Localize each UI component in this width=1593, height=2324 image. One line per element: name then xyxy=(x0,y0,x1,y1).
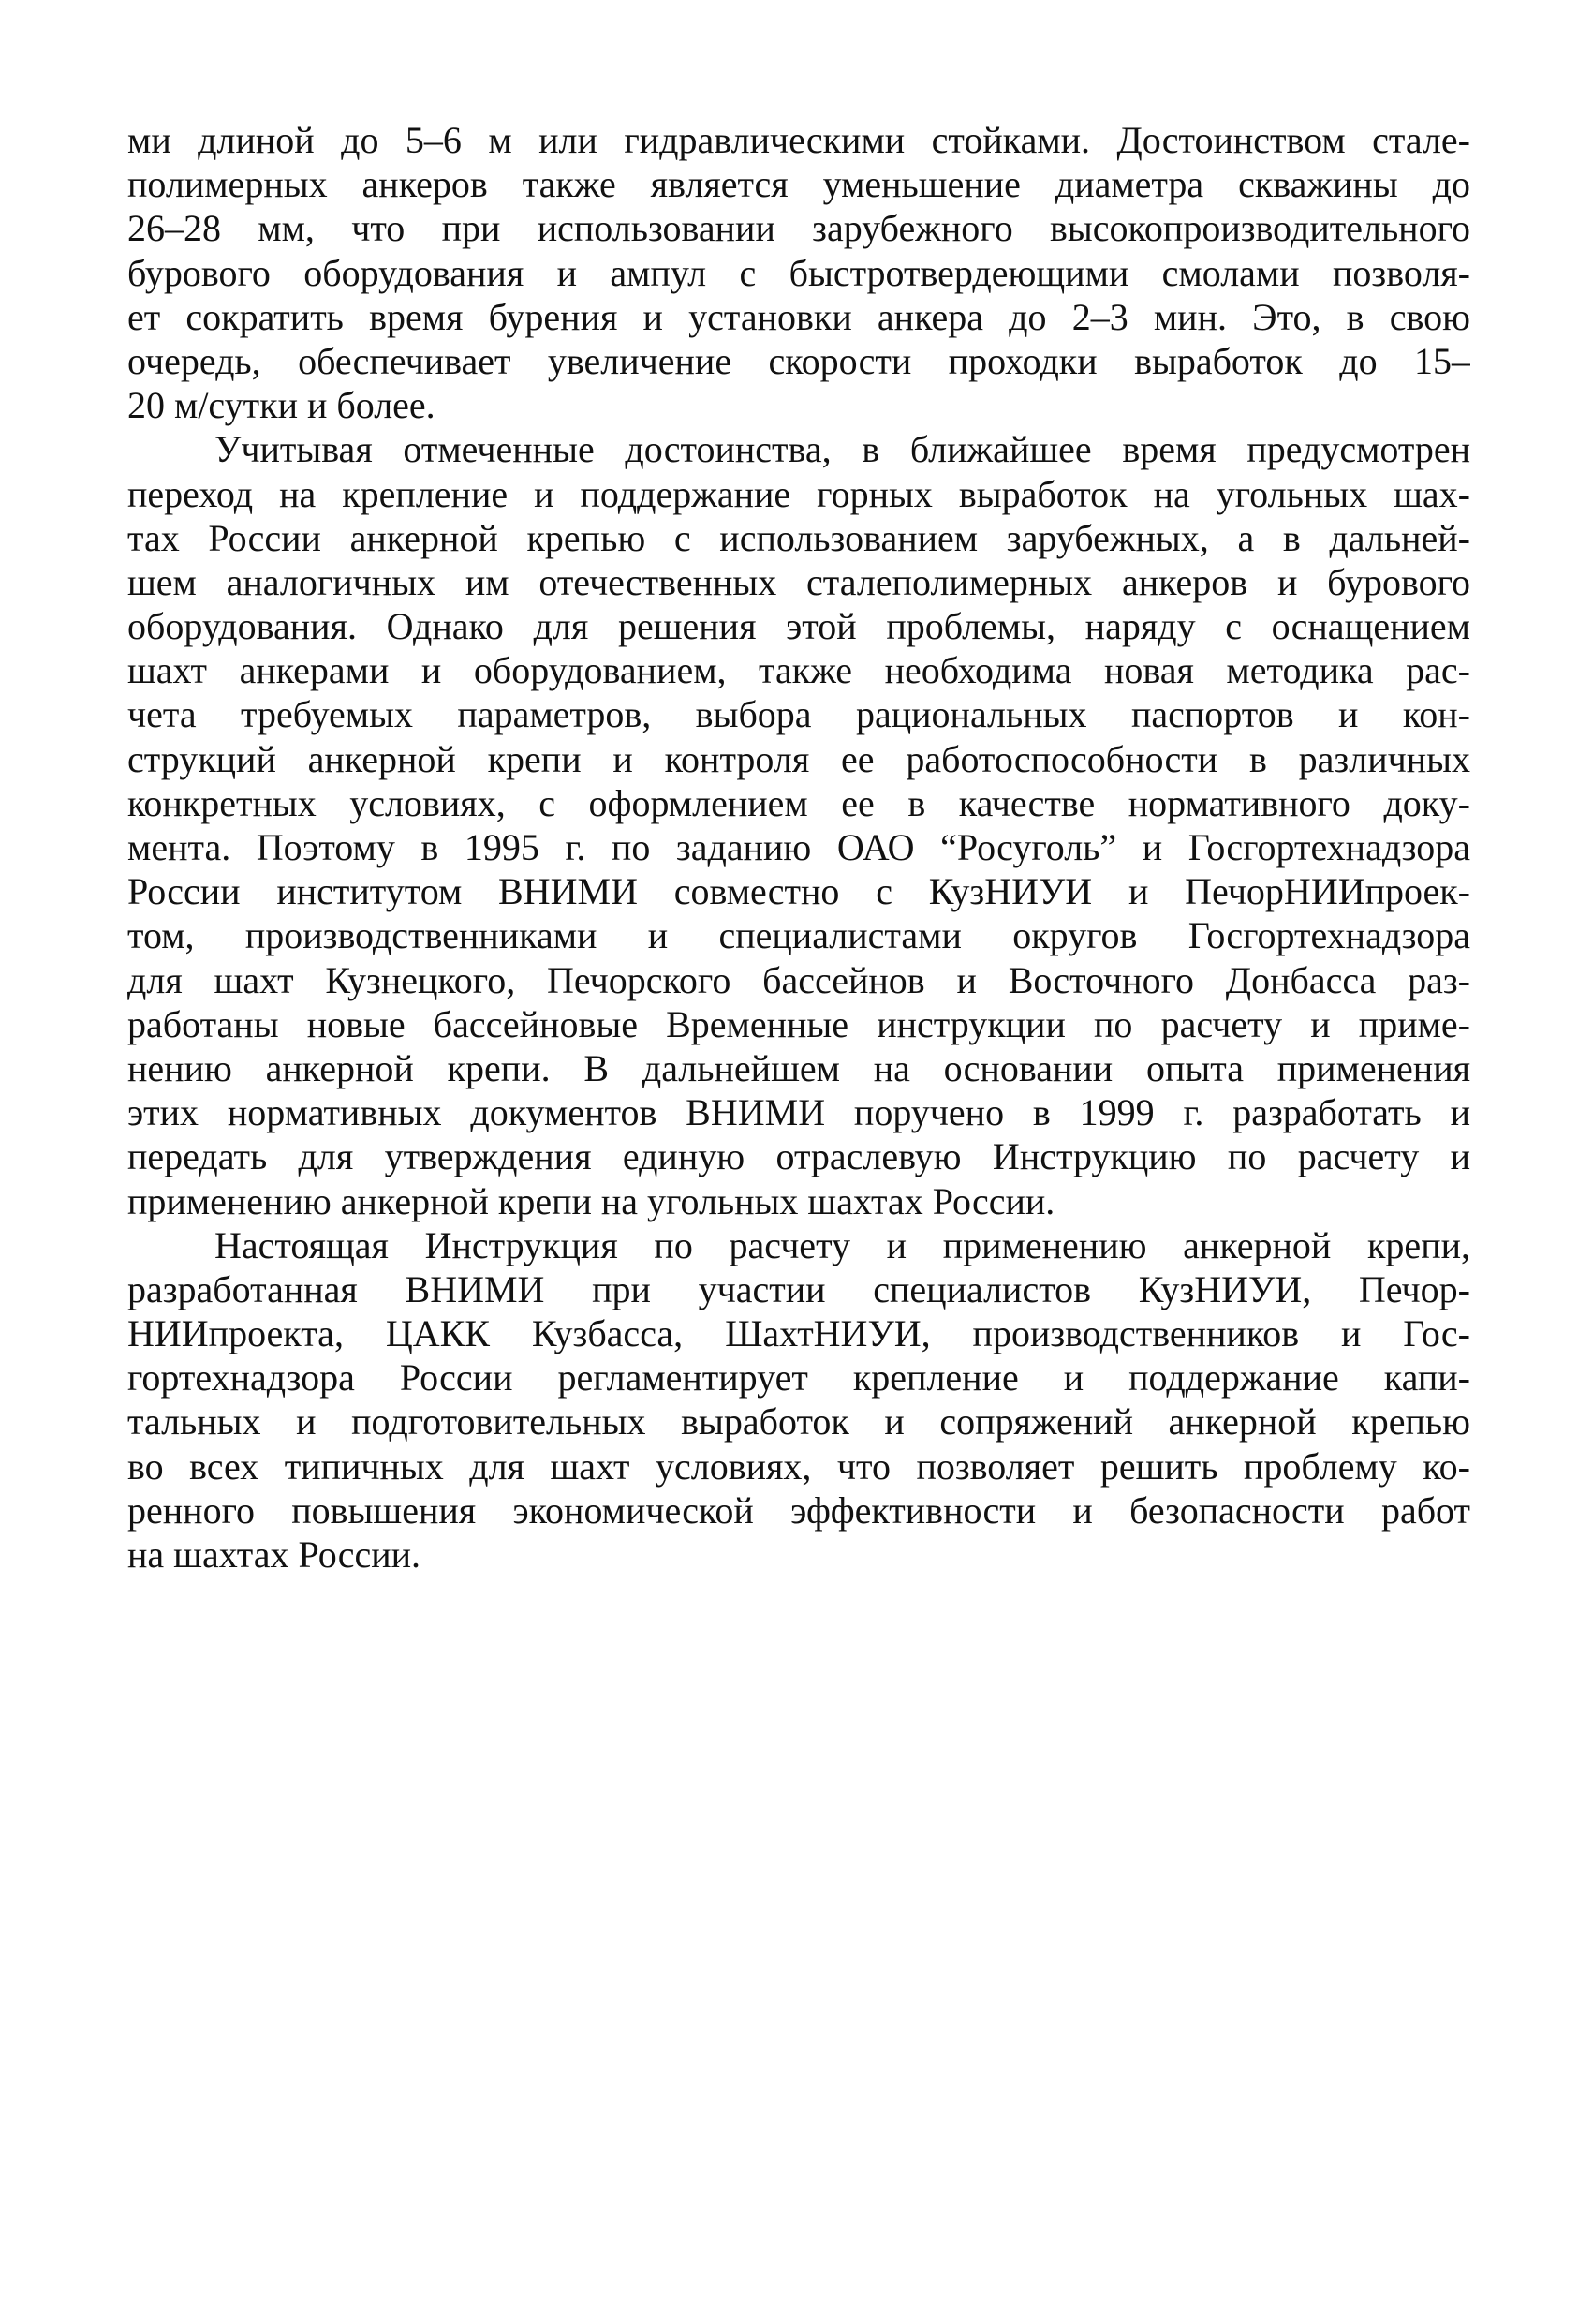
text-line: ренного повышения экономической эффективности и безопасности работ xyxy=(127,1488,1470,1532)
text-line: очередь, обеспечивает увеличение скорости проходки выработок до 15– xyxy=(127,339,1470,382)
text-line: для шахт Кузнецкого, Печорского бассейнов и Восточного Донбасса раз- xyxy=(127,958,1470,1001)
text-line: работаны новые бассейновые Временные инструкции по расчету и приме- xyxy=(127,1002,1470,1045)
text-line: во всех типичных для шахт условиях, что позволяет решить проблему ко- xyxy=(127,1444,1470,1488)
paragraph-3 xyxy=(127,1223,1470,1577)
text-line: 26–28 мм, что при использовании зарубежного высокопроизводительного xyxy=(127,207,1470,250)
text-line: НИИпроекта, ЦАКК Кузбасса, ШахтНИУИ, производственников и Гос- xyxy=(127,1312,1470,1355)
text-line: том, производственниками и специалистами округов Госгортехнадзора xyxy=(127,914,1470,957)
text-line: чета требуемых параметров, выбора рациональных паспортов и кон- xyxy=(127,693,1470,736)
text-line: передать для утверждения единую отраслевую Инструкцию по расчету и xyxy=(127,1135,1470,1178)
text-line: конкретных условиях, с оформлением ее в качестве нормативного доку- xyxy=(127,781,1470,824)
text-line: России институтом ВНИМИ совместно с КузНИУИ и ПечорНИИпроек- xyxy=(127,870,1470,913)
text-line: переход на крепление и поддержание горных выработок на угольных шах- xyxy=(127,472,1470,515)
text-line: струкций анкерной крепи и контроля ее работоспособности в различных xyxy=(127,737,1470,780)
text-line: на шахтах России. xyxy=(127,1533,421,1576)
text-line: ми длиной до 5–6 м или гидравлическими стойками. Достоинством стале- xyxy=(127,119,1470,161)
text-line: Учитывая отмеченные достоинства, в ближайшее время предусмотрен xyxy=(214,428,1470,471)
text-line: ет сократить время бурения и установки анкера до 2–3 мин. Это, в свою xyxy=(127,295,1470,338)
text-line: тах России анкерной крепью с использованием зарубежных, а в дальней- xyxy=(127,516,1470,559)
text-line: тальных и подготовительных выработок и сопряжений анкерной крепью xyxy=(127,1400,1470,1443)
text-line: разработанная ВНИМИ при участии специалистов КузНИУИ, Печор- xyxy=(127,1267,1470,1310)
text-line: шем аналогичных им отечественных сталеполимерных анкеров и бурового xyxy=(127,560,1470,603)
body-text xyxy=(127,118,1470,1576)
text-line: нению анкерной крепи. В дальнейшем на основании опыта применения xyxy=(127,1046,1470,1089)
text-line: этих нормативных документов ВНИМИ поручено в 1999 г. разработать и xyxy=(127,1091,1470,1134)
text-line: мента. Поэтому в 1995 г. по заданию ОАО “Росуголь” и Госгортехнадзора xyxy=(127,826,1470,868)
text-line: 20 м/сутки и более. xyxy=(127,384,435,427)
text-line: применению анкерной крепи на угольных шахтах России. xyxy=(127,1179,1055,1222)
paragraph-1 xyxy=(127,118,1470,427)
text-line: бурового оборудования и ампул с быстротвердеющими смолами позволя- xyxy=(127,251,1470,294)
text-line: шахт анкерами и оборудованием, также необходима новая методика рас- xyxy=(127,649,1470,692)
paragraph-2 xyxy=(127,427,1470,1222)
text-line: гортехнадзора России регламентирует крепление и поддержание капи- xyxy=(127,1356,1470,1399)
text-line: Настоящая Инструкция по расчету и применению анкерной крепи, xyxy=(214,1223,1470,1266)
text-line: оборудования. Однако для решения этой проблемы, наряду с оснащением xyxy=(127,605,1470,648)
text-line: полимерных анкеров также является уменьшение диаметра скважины до xyxy=(127,163,1470,206)
